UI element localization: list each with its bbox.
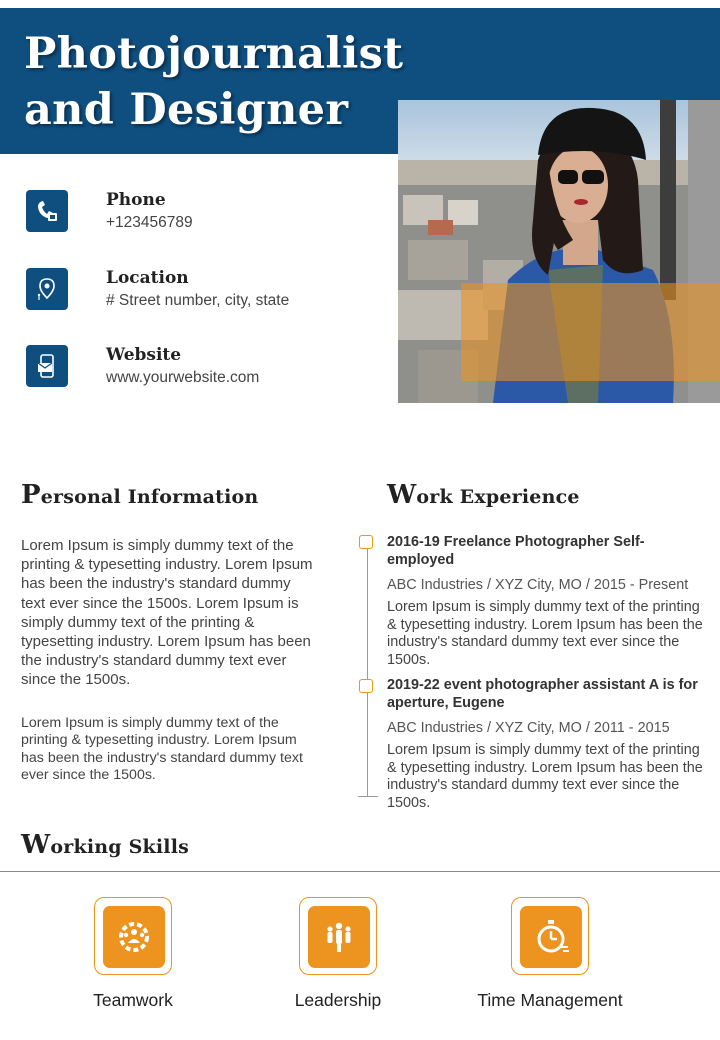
skill-label: Time Management xyxy=(477,990,623,1010)
job-entry-2 xyxy=(387,676,709,812)
personal-paragraph-1: Lorem Ipsum is simply dummy text of the printing & typesetting industry. Lorem Ipsum has been the industry's standard dummy text ever since the 1500s. Lorem Ipsum is simply dummy text of the printing & typesetting industry. Lorem Ipsum has been the industry's standard dummy text ever since the 1500s. xyxy=(21,537,313,689)
skill-frame xyxy=(511,897,589,975)
job-description: Lorem Ipsum is simply dummy text of the printing & typesetting industry. Lorem Ipsum has been the industry's standard dummy text ever since the 1500s. xyxy=(387,599,703,668)
job-description: Lorem Ipsum is simply dummy text of the printing & typesetting industry. Lorem Ipsum has been the industry's standard dummy text ever since the 1500s. xyxy=(387,742,703,811)
timeline-marker xyxy=(359,535,373,549)
skills-divider xyxy=(0,871,720,872)
personal-paragraph-2: Lorem Ipsum is simply dummy text of the printing & typesetting industry. Lorem Ipsum has been the industry's standard dummy text ever since the 1500s. xyxy=(21,715,303,784)
timeline-end-tick xyxy=(358,796,378,797)
website-value: www.yourwebsite.com xyxy=(106,369,260,386)
job-title: 2016-19 Freelance Photographer Self-employed xyxy=(387,534,645,568)
teamwork-gear-icon xyxy=(103,906,165,968)
job-meta: ABC Industries / XYZ City, MO / 2011 - 2015 xyxy=(387,720,670,736)
job-entry-1 xyxy=(387,533,709,669)
timeline-marker xyxy=(359,679,373,693)
contact-label: Phone xyxy=(106,190,166,210)
contact-website xyxy=(26,345,366,395)
contact-label: Website xyxy=(106,345,182,365)
skill-frame xyxy=(299,897,377,975)
location-pin-icon xyxy=(26,268,68,310)
job-title: 2019-22 event photographer assistant A is for aperture, Eugene xyxy=(387,677,698,711)
heading-initial: W xyxy=(387,480,417,510)
skill-label: Leadership xyxy=(294,990,382,1010)
contact-phone xyxy=(26,190,366,240)
timeline-line xyxy=(367,543,368,796)
phone-value: +123456789 xyxy=(106,214,193,231)
leadership-icon xyxy=(308,906,370,968)
contact-label: Location xyxy=(106,268,189,288)
heading-initial: P xyxy=(21,480,41,510)
work-experience-heading xyxy=(387,480,580,510)
location-value: # Street number, city, state xyxy=(106,292,290,309)
heading-rest: orking Skills xyxy=(50,836,190,858)
skill-label: Teamwork xyxy=(93,990,173,1010)
stopwatch-icon xyxy=(520,906,582,968)
heading-rest: ork Experience xyxy=(416,486,580,508)
title-line-1: Photojournalist xyxy=(24,29,404,79)
working-skills-heading xyxy=(21,830,189,860)
job-meta: ABC Industries / XYZ City, MO / 2015 - Present xyxy=(387,577,689,593)
contact-location xyxy=(26,268,366,318)
mobile-email-icon xyxy=(26,345,68,387)
skill-frame xyxy=(94,897,172,975)
page-title xyxy=(24,26,403,138)
heading-initial: W xyxy=(21,830,51,860)
heading-rest: ersonal Information xyxy=(40,486,259,508)
personal-information-heading xyxy=(21,480,258,510)
phone-icon xyxy=(26,190,68,232)
title-line-2: and Designer xyxy=(24,85,349,135)
photo-orange-overlay xyxy=(461,283,720,381)
